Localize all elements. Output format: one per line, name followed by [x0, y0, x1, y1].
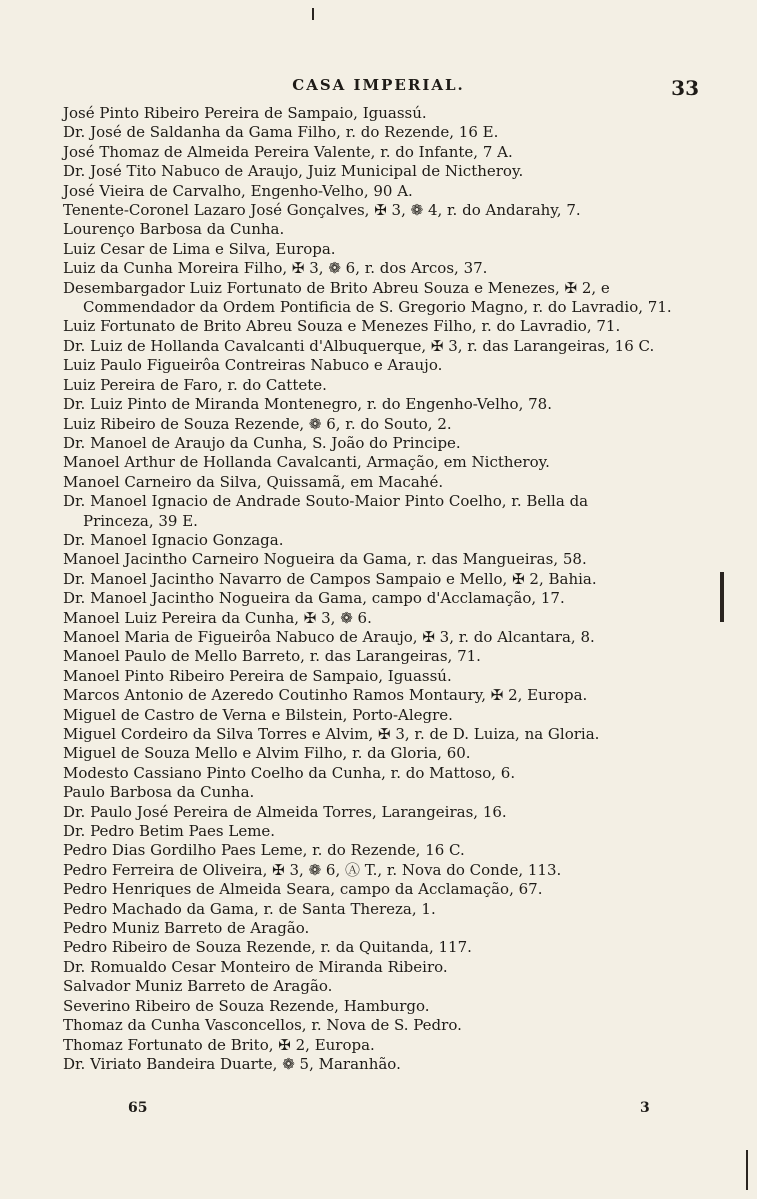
margin-mark — [720, 572, 724, 622]
list-item: Pedro Ribeiro de Souza Rezende, r. da Quitanda, 117. — [63, 938, 472, 957]
list-item: Dr. Paulo José Pereira de Almeida Torres, Larangeiras, 16. — [63, 802, 507, 821]
list-item: José Vieira de Carvalho, Engenho-Velho, 90 A. — [63, 181, 413, 200]
sheet-mark: 3 — [640, 1100, 650, 1116]
list-item: Miguel de Castro de Verna e Bilstein, Porto-Alegre. — [63, 705, 453, 724]
list-item: Dr. Romualdo Cesar Monteiro de Miranda Ribeiro. — [63, 957, 448, 976]
list-item: Luiz Fortunato de Brito Abreu Souza e Menezes Filho, r. do Lavradio, 71. — [63, 317, 621, 336]
list-item: Luiz Pereira de Faro, r. do Cattete. — [63, 375, 327, 394]
list-item-continuation: Commendador da Ordem Pontificia de S. Gregorio Magno, r. do Lavradio, 71. — [83, 298, 672, 317]
list-item: Luiz Paulo Figueirôa Contreiras Nabuco e Araujo. — [63, 356, 443, 375]
list-item: Pedro Dias Gordilho Paes Leme, r. do Rezende, 16 C. — [63, 841, 465, 860]
list-item: Luiz Ribeiro de Souza Rezende, ❁ 6, r. do Souto, 2. — [63, 414, 452, 433]
list-item: Pedro Muniz Barreto de Aragão. — [63, 919, 310, 938]
list-item: Miguel de Souza Mello e Alvim Filho, r. da Gloria, 60. — [63, 744, 471, 763]
list-item: Tenente-Coronel Lazaro José Gonçalves, ✠ 3, ❁ 4, r. do Andarahy, 7. — [63, 201, 581, 220]
list-item: Dr. Luiz de Hollanda Cavalcanti d'Albuquerque, ✠ 3, r. das Larangeiras, 16 C. — [63, 336, 655, 355]
list-item: Thomaz da Cunha Vasconcellos, r. Nova de S. Pedro. — [63, 1016, 462, 1035]
list-item: Pedro Machado da Gama, r. de Santa Thereza, 1. — [63, 899, 436, 918]
list-item: Dr. José Tito Nabuco de Araujo, Juiz Municipal de Nictheroy. — [63, 162, 524, 181]
page-number: 33 — [671, 76, 699, 100]
list-item: Dr. Manoel Ignacio de Andrade Souto-Maior Pinto Coelho, r. Bella da — [63, 492, 589, 511]
list-item: Pedro Henriques de Almeida Seara, campo da Acclamação, 67. — [63, 880, 543, 899]
list-item: Desembargador Luiz Fortunato de Brito Abreu Souza e Menezes, ✠ 2, e — [63, 278, 610, 297]
list-item: Modesto Cassiano Pinto Coelho da Cunha, r. do Mattoso, 6. — [63, 763, 516, 782]
list-item: Manoel Paulo de Mello Barreto, r. das Larangeiras, 71. — [63, 647, 481, 666]
list-item: Dr. Manoel Jacintho Nogueira da Gama, campo d'Acclamação, 17. — [63, 589, 565, 608]
list-item: Lourenço Barbosa da Cunha. — [63, 220, 285, 239]
list-item: Dr. Manoel Jacintho Navarro de Campos Sampaio e Mello, ✠ 2, Bahia. — [63, 569, 597, 588]
list-item: Manoel Pinto Ribeiro Pereira de Sampaio, Iguassú. — [63, 666, 452, 685]
list-item: Marcos Antonio de Azeredo Coutinho Ramos Montaury, ✠ 2, Europa. — [63, 686, 588, 705]
list-item: Miguel Cordeiro da Silva Torres e Alvim, ✠ 3, r. de D. Luiza, na Gloria. — [63, 725, 600, 743]
list-item: Dr. José de Saldanha da Gama Filho, r. do Rezende, 16 E. — [63, 123, 499, 142]
list-item: Paulo Barbosa da Cunha. — [63, 783, 255, 802]
list-item: Severino Ribeiro de Souza Rezende, Hamburgo. — [63, 996, 430, 1015]
list-item: Dr. Manoel de Araujo da Cunha, S. João do Principe. — [63, 433, 461, 452]
list-item: José Pinto Ribeiro Pereira de Sampaio, Iguassú. — [63, 104, 427, 122]
entry-list — [61, 104, 701, 1074]
list-item-continuation: Princeza, 39 E. — [83, 511, 198, 530]
list-item: Manoel Maria de Figueirôa Nabuco de Araujo, ✠ 3, r. do Alcantara, 8. — [63, 627, 595, 646]
list-item: Dr. Manoel Ignacio Gonzaga. — [63, 530, 284, 549]
list-item: José Thomaz de Almeida Pereira Valente, r. do Infante, 7 A. — [63, 142, 513, 161]
list-item: Pedro Ferreira de Oliveira, ✠ 3, ❁ 6, Ⓐ T., r. Nova do Conde, 113. — [63, 860, 562, 879]
margin-mark — [312, 8, 314, 20]
list-item: Thomaz Fortunato de Brito, ✠ 2, Europa. — [63, 1035, 375, 1054]
list-item: Dr. Pedro Betim Paes Leme. — [63, 822, 276, 841]
list-item: Manoel Luiz Pereira da Cunha, ✠ 3, ❁ 6. — [63, 608, 372, 627]
list-item: Manoel Jacintho Carneiro Nogueira da Gama, r. das Mangueiras, 58. — [63, 550, 587, 569]
list-item: Luiz da Cunha Moreira Filho, ✠ 3, ❁ 6, r. dos Arcos, 37. — [63, 259, 488, 278]
running-header: CASA IMPERIAL. — [292, 76, 465, 94]
margin-mark — [746, 1150, 748, 1190]
list-item: Salvador Muniz Barreto de Aragão. — [63, 977, 333, 996]
list-item: Dr. Viriato Bandeira Duarte, ❁ 5, Maranhão. — [63, 1054, 401, 1073]
list-item: Luiz Cesar de Lima e Silva, Europa. — [63, 239, 336, 258]
list-item: Dr. Luiz Pinto de Miranda Montenegro, r. do Engenho-Velho, 78. — [63, 395, 552, 414]
list-item: Manoel Arthur de Hollanda Cavalcanti, Armação, em Nictheroy. — [63, 453, 550, 472]
signature-mark: 65 — [128, 1100, 148, 1116]
list-item: Manoel Carneiro da Silva, Quissamã, em Macahé. — [63, 472, 444, 491]
